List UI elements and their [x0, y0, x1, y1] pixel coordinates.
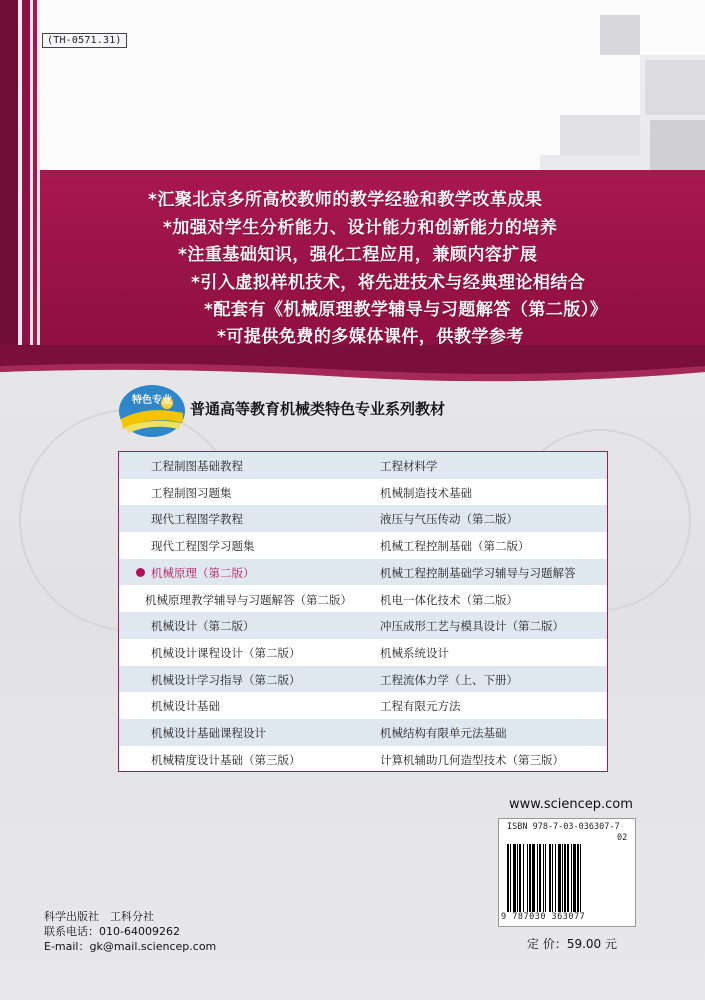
barcode-bar — [558, 844, 561, 912]
barcode-bar — [507, 844, 509, 912]
book-title-right: 机械结构有限单元法基础 — [380, 726, 507, 740]
book-title-left: 工程制图习题集 — [151, 485, 232, 500]
isbn-barcode — [498, 818, 636, 927]
book-title-left: 机械设计（第二版） — [151, 619, 255, 634]
barcode-bar — [517, 844, 518, 912]
barcode-bar — [562, 844, 563, 912]
barcode-bars — [507, 844, 617, 912]
barcode-bar — [567, 844, 569, 912]
barcode-bar — [537, 844, 538, 912]
book-title-left: 现代工程图学习题集 — [151, 539, 255, 554]
slogan-2: *加强对学生分析能力、设计能力和创新能力的培养 — [163, 218, 558, 238]
publisher-website: www.sciencep.com — [509, 797, 633, 812]
barcode-bar — [519, 844, 521, 912]
publisher-email: E-mail：gk@mail.sciencep.com — [44, 940, 217, 953]
slogan-5: *配套有《机械原理教学辅导与习题解答（第二版）》 — [204, 300, 608, 320]
book-title-right: 冲压成形工艺与模具设计（第二版） — [380, 619, 564, 634]
table-row — [119, 719, 607, 746]
current-book-bullet-icon — [136, 568, 145, 577]
barcode-bar — [510, 844, 511, 912]
table-row — [119, 505, 607, 532]
badge-text: 特色专业 — [132, 395, 172, 406]
book-series-table — [118, 451, 608, 772]
table-row — [119, 479, 607, 506]
book-title-right: 机械工程控制基础（第二版） — [380, 539, 530, 554]
book-title-right: 工程材料学 — [380, 459, 438, 473]
book-title-right: 机电一体化技术（第二版） — [380, 592, 518, 607]
table-row — [119, 452, 607, 479]
barcode-bar — [513, 844, 516, 912]
barcode-addon: 02 — [617, 833, 628, 843]
table-row-current — [119, 559, 607, 586]
series-title: 普通高等教育机械类特色专业系列教材 — [190, 400, 446, 418]
barcode-bar — [529, 844, 531, 912]
book-title-left: 机械设计学习指导（第二版） — [151, 672, 301, 687]
book-title-right: 机械制造技术基础 — [380, 485, 472, 500]
isbn-number: ISBN 978-7-03-036307-7 — [507, 822, 620, 832]
book-title-left: 工程制图基础教程 — [151, 459, 243, 473]
book-title-right: 工程流体力学（上、下册） — [380, 672, 518, 687]
specialty-badge-logo — [117, 383, 187, 439]
book-title-left-current: 机械原理（第二版） — [151, 565, 255, 580]
barcode-bar — [527, 844, 528, 912]
barcode-bar — [552, 844, 553, 912]
book-title-left: 机械原理教学辅导与习题解答（第二版） — [145, 592, 352, 607]
book-title-right: 机械系统设计 — [380, 645, 449, 660]
book-title-right: 液压与气压传动（第二版） — [380, 512, 518, 527]
barcode-bar — [545, 844, 546, 912]
book-title-right: 计算机辅助几何造型技术（第三版） — [380, 752, 564, 767]
book-title-left: 现代工程图学教程 — [151, 512, 243, 527]
barcode-bar — [523, 844, 524, 912]
slogan-6: *可提供免费的多媒体课件，供教学参考 — [217, 327, 524, 347]
barcode-bar — [564, 844, 566, 912]
barcode-bar — [549, 844, 551, 912]
table-row — [119, 639, 607, 666]
book-title-left: 机械设计课程设计（第二版） — [151, 645, 301, 660]
price: 定 价：59.00 元 — [527, 937, 617, 951]
barcode-bar — [573, 844, 576, 912]
table-row — [119, 612, 607, 639]
publisher-name: 科学出版社 工科分社 — [44, 910, 154, 923]
publisher-phone: 联系电话：010-64009262 — [44, 925, 180, 938]
barcode-bar — [539, 844, 541, 912]
book-title-left: 机械精度设计基础（第三版） — [151, 752, 301, 767]
book-title-left: 机械设计基础 — [151, 699, 220, 714]
barcode-bar — [532, 844, 535, 912]
book-title-left: 机械设计基础课程设计 — [151, 726, 266, 740]
table-row — [119, 666, 607, 693]
barcode-bar — [543, 844, 544, 912]
barcode-bar — [580, 844, 581, 912]
table-row — [119, 746, 607, 773]
table-row — [119, 692, 607, 719]
book-title-right: 工程有限元方法 — [380, 699, 461, 714]
table-row — [119, 586, 607, 613]
barcode-digits: 9 787030 363077 — [501, 912, 586, 922]
barcode-bar — [555, 844, 556, 912]
table-row — [119, 532, 607, 559]
slogan-4: *引入虚拟样机技术，将先进技术与经典理论相结合 — [191, 273, 586, 293]
barcode-bar — [577, 844, 579, 912]
slogan-3: *注重基础知识，强化工程应用，兼顾内容扩展 — [178, 245, 538, 265]
barcode-bar — [571, 844, 572, 912]
book-title-right: 机械工程控制基础学习辅导与习题解答 — [380, 565, 576, 580]
catalog-code: (TH-0571.31) — [42, 33, 127, 48]
slogan-1: *汇聚北京多所高校教师的教学经验和教学改革成果 — [148, 190, 543, 210]
